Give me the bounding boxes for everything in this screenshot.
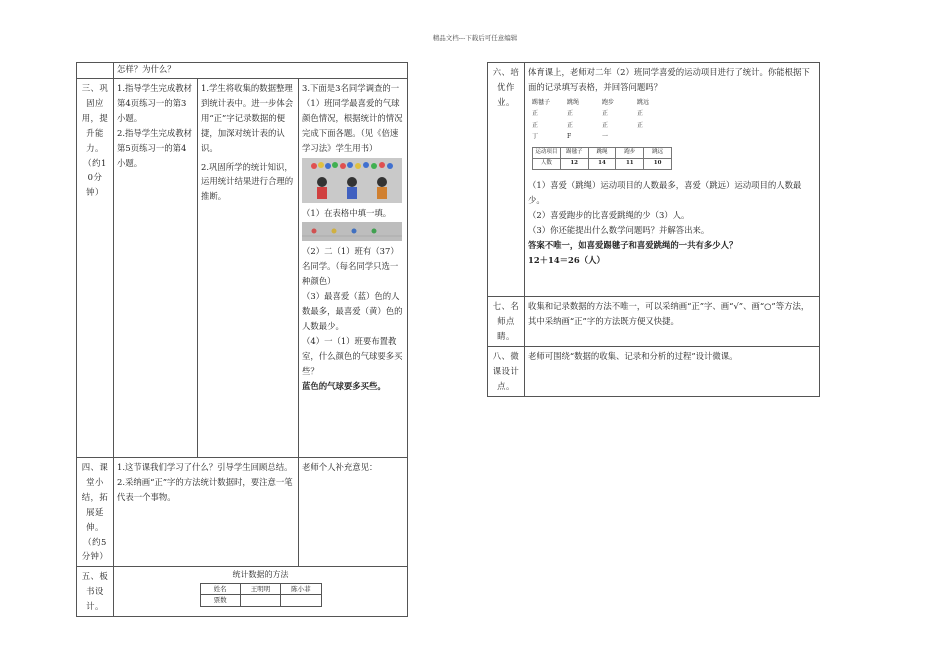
tally-cell: F [567, 133, 572, 141]
exercise-intro: 3.下面是3名同学调查的一（1）班同学最喜爱的气球颜色情况，根据统计的情况完成下面各题。（见《倍速学习法》学生用书） [302, 82, 403, 153]
balloon-illustration [302, 158, 402, 203]
tally-cell: 正 [637, 121, 644, 129]
homework-q2: （2）喜爱跑步的比喜爱跳绳的少（3）人。 [528, 209, 690, 220]
tally-cell: 正 [602, 121, 609, 129]
tally-table [532, 97, 672, 143]
sport-header: 运动项目 [533, 148, 561, 159]
top-row-text: 怎样？为什么？ [114, 63, 408, 79]
sport-header: 跳绳 [588, 148, 616, 159]
exercise-q4: （4）一（1）班要布置教室，什么颜色的气球要多买些？ [302, 336, 403, 377]
section-4-notes: 老师个人补充意见： [299, 457, 408, 567]
tally-cell: 正 [602, 110, 609, 118]
board-cell-1 [240, 595, 280, 606]
tally-head-1: 踢毽子 [532, 98, 551, 106]
tally-head-2: 跳绳 [567, 98, 580, 106]
section-7-label: 七、名师点睛。 [488, 297, 525, 347]
section-8-label: 八、微课设计点。 [488, 346, 525, 396]
left-lesson-table [76, 62, 408, 617]
exercise-q1: （1）在表格中填一填。 [302, 207, 392, 218]
section-6-label: 六、培优作业。 [488, 63, 525, 297]
homework-q1: （1）喜爱（跳绳）运动项目的人数最多，喜爱（跳远）运动项目的人数最少。 [528, 179, 802, 205]
top-cell-empty [77, 63, 114, 79]
board-row-label: 票数 [200, 595, 240, 606]
homework-answer-1: 答案不唯一，如喜爱踢毽子和喜爱跳绳的一共有多少人？ [528, 239, 738, 250]
page-header: 精品文档---下载后可任意编辑 [432, 34, 518, 42]
tally-cell: 正 [532, 121, 539, 129]
section-3-exercise [299, 78, 408, 457]
tally-head-4: 跳远 [637, 98, 650, 106]
student-step-1: 1.学生将收集的数据整理到统计表中。进一步体会用“正”字记录数据的便捷，加深对统计表的认识。 [201, 82, 294, 153]
exercise-q3: （3）最喜爱（蓝）色的人数最多，最喜爱（黄）色的人数最少。 [302, 291, 403, 332]
sport-value: 10 [644, 159, 672, 170]
section-4-label: 四、课堂小结，拓展延伸。（约5分钟） [77, 457, 114, 567]
balloon-children-image [302, 158, 402, 203]
student-step-2: 2.巩固所学的统计知识，运用统计结果进行合理的推断。 [201, 161, 294, 202]
section-8-text: 老师可围绕“数据的收集、记录和分析的过程”设计微课。 [525, 346, 820, 396]
section-3-label: 三、巩固应用，提升能力。（约10分钟） [77, 78, 114, 457]
balloon-table-illustration [302, 222, 402, 241]
board-header-name: 姓名 [200, 583, 240, 594]
section-6-content [525, 63, 820, 297]
board-title: 统计数据的方法 [232, 570, 289, 580]
homework-intro: 体育课上，老师对二年（2）班同学喜爱的运动项目进行了统计。你能根据下面的记录填写表格，并回答问题吗？ [528, 67, 810, 92]
teacher-step-1: 1.指导学生完成教材第4页练习一的第3小题。 [117, 82, 192, 123]
exercise-q2: （2）二（1）班有（37）名同学。（每名同学只选一种颜色） [302, 246, 399, 287]
sport-header: 跑步 [616, 148, 644, 159]
teacher-step-2: 2.指导学生完成教材第5页练习一的第4小题。 [117, 127, 192, 168]
homework-q3: （3）你还能提出什么数学问题吗？并解答出来。 [528, 224, 710, 235]
tally-cell: 一 [602, 133, 609, 141]
sport-header: 跳远 [644, 148, 672, 159]
section-3-teacher [114, 78, 198, 457]
section-5-label: 五、板书设计。 [77, 567, 114, 617]
balloon-table-image [302, 222, 402, 241]
section-3-student [198, 78, 299, 457]
sport-value: 人数 [533, 159, 561, 170]
section-4-summary: 1.这节课我们学习了什么？引导学生回顾总结。2.采纳画“正”字的方法统计数据时，要注意一笔代表一个事物。 [114, 457, 299, 567]
homework-answer-2: 12＋14＝26（人） [528, 254, 605, 265]
board-cell-2 [281, 595, 321, 606]
tally-cell: 正 [567, 110, 574, 118]
tally-cell [637, 131, 672, 142]
sport-header: 踢毽子 [560, 148, 588, 159]
tally-cell: 正 [532, 110, 539, 118]
tally-cell: 正 [567, 121, 574, 129]
board-header-1: 王明明 [240, 583, 280, 594]
sport-value: 11 [616, 159, 644, 170]
section-7-text: 收集和记录数据的方法不唯一，可以采纳画“正”字、画“√”、画“○”等方法，其中采纳画“正”字的方法既方便又快捷。 [525, 297, 820, 347]
sport-value: 12 [560, 159, 588, 170]
board-table [200, 583, 322, 607]
tally-cell: 丁 [532, 133, 539, 141]
exercise-answer: 蓝色的气球要多买些。 [302, 381, 386, 392]
section-5-board [114, 567, 408, 617]
board-header-2: 陈小菲 [281, 583, 321, 594]
tally-cell: 正 [637, 110, 644, 118]
sport-value: 14 [588, 159, 616, 170]
sport-count-table [532, 147, 672, 169]
tally-head-3: 跑步 [602, 98, 615, 106]
right-lesson-table [487, 62, 820, 397]
